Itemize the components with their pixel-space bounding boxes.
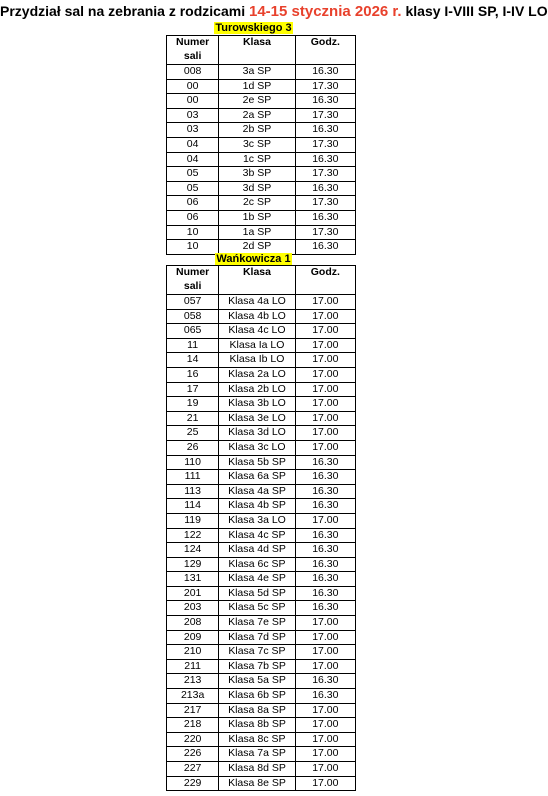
table-row — [167, 338, 356, 353]
class-cell: 3a SP — [219, 65, 295, 80]
time-cell: 16.30 — [295, 557, 355, 572]
table-row — [167, 718, 356, 733]
table-row — [167, 94, 356, 109]
table-row — [167, 776, 356, 791]
table-row — [167, 123, 356, 138]
header-godz: Godz. — [295, 266, 355, 295]
room-number-cell: 213a — [167, 689, 219, 704]
class-cell: Klasa 2a LO — [219, 367, 295, 382]
table-row — [167, 137, 356, 152]
rooms-table-wankowicza — [166, 265, 356, 791]
class-cell: 2b SP — [219, 123, 295, 138]
time-cell: 17.00 — [295, 513, 355, 528]
time-cell: 17.30 — [295, 225, 355, 240]
table-row — [167, 630, 356, 645]
class-cell: Klasa 3e LO — [219, 411, 295, 426]
header-klasa: Klasa — [219, 266, 295, 295]
class-cell: 1d SP — [219, 79, 295, 94]
table-row — [167, 382, 356, 397]
room-number-cell: 00 — [167, 79, 219, 94]
table-body — [167, 65, 356, 255]
room-number-cell: 227 — [167, 762, 219, 777]
class-cell: Klasa Ib LO — [219, 353, 295, 368]
title-classes: klasy I-VIII SP, I-IV LO — [401, 3, 548, 19]
class-cell: Klasa 4b LO — [219, 309, 295, 324]
header-godz: Godz. — [295, 36, 355, 65]
room-number-cell: 119 — [167, 513, 219, 528]
room-number-cell: 213 — [167, 674, 219, 689]
table-row — [167, 167, 356, 182]
table-row — [167, 324, 356, 339]
time-cell: 17.00 — [295, 353, 355, 368]
class-cell: Klasa 8a SP — [219, 703, 295, 718]
title-date: 14-15 stycznia 2026 r. — [248, 3, 402, 20]
class-cell: 3b SP — [219, 167, 295, 182]
class-cell: Klasa 4a SP — [219, 484, 295, 499]
room-number-cell: 21 — [167, 411, 219, 426]
class-cell: Klasa 8d SP — [219, 762, 295, 777]
table-body — [167, 295, 356, 791]
class-cell: Klasa 4d SP — [219, 543, 295, 558]
time-cell: 16.30 — [295, 65, 355, 80]
room-number-cell: 14 — [167, 353, 219, 368]
room-number-cell: 03 — [167, 123, 219, 138]
table-row — [167, 309, 356, 324]
table-row — [167, 65, 356, 80]
room-number-cell: 226 — [167, 747, 219, 762]
room-number-cell: 17 — [167, 382, 219, 397]
table-row — [167, 572, 356, 587]
time-cell: 17.00 — [295, 762, 355, 777]
class-cell: Klasa 7a SP — [219, 747, 295, 762]
section-label-turowskiego — [0, 22, 507, 35]
room-number-cell: 06 — [167, 210, 219, 225]
class-cell: Klasa 4c SP — [219, 528, 295, 543]
table-row — [167, 586, 356, 601]
room-number-cell: 008 — [167, 65, 219, 80]
table-row — [167, 411, 356, 426]
room-number-cell: 057 — [167, 295, 219, 310]
table-row — [167, 557, 356, 572]
table-row — [167, 225, 356, 240]
table-row — [167, 528, 356, 543]
class-cell: 1b SP — [219, 210, 295, 225]
table-header-row — [167, 266, 356, 295]
table-row — [167, 397, 356, 412]
table-row — [167, 689, 356, 704]
class-cell: Klasa 3b LO — [219, 397, 295, 412]
page-title — [0, 2, 548, 21]
room-number-cell: 201 — [167, 586, 219, 601]
time-cell: 17.30 — [295, 196, 355, 211]
time-cell: 16.30 — [295, 601, 355, 616]
class-cell: Klasa 4e SP — [219, 572, 295, 587]
time-cell: 16.30 — [295, 152, 355, 167]
header-klasa: Klasa — [219, 36, 295, 65]
room-number-cell: 129 — [167, 557, 219, 572]
room-number-cell: 26 — [167, 440, 219, 455]
table-row — [167, 108, 356, 123]
class-cell: Klasa 4b SP — [219, 499, 295, 514]
table-row — [167, 210, 356, 225]
room-number-cell: 210 — [167, 645, 219, 660]
class-cell: Klasa 5a SP — [219, 674, 295, 689]
time-cell: 16.30 — [295, 499, 355, 514]
table-row — [167, 484, 356, 499]
time-cell: 17.00 — [295, 732, 355, 747]
class-cell: Klasa 4a LO — [219, 295, 295, 310]
table-row — [167, 513, 356, 528]
room-number-cell: 065 — [167, 324, 219, 339]
table-row — [167, 455, 356, 470]
room-number-cell: 203 — [167, 601, 219, 616]
time-cell: 17.00 — [295, 645, 355, 660]
table-row — [167, 181, 356, 196]
time-cell: 16.30 — [295, 674, 355, 689]
room-number-cell: 06 — [167, 196, 219, 211]
room-number-cell: 211 — [167, 659, 219, 674]
room-number-cell: 131 — [167, 572, 219, 587]
class-cell: Klasa 4c LO — [219, 324, 295, 339]
room-number-cell: 00 — [167, 94, 219, 109]
time-cell: 16.30 — [295, 181, 355, 196]
table-row — [167, 703, 356, 718]
time-cell: 17.00 — [295, 630, 355, 645]
header-numer: Numer — [176, 266, 210, 279]
class-cell: Klasa 3a LO — [219, 513, 295, 528]
time-cell: 17.00 — [295, 324, 355, 339]
room-number-cell: 218 — [167, 718, 219, 733]
room-number-cell: 208 — [167, 616, 219, 631]
time-cell: 17.00 — [295, 338, 355, 353]
class-cell: Klasa 6c SP — [219, 557, 295, 572]
class-cell: 2c SP — [219, 196, 295, 211]
time-cell: 16.30 — [295, 572, 355, 587]
header-numer-sali — [167, 36, 219, 65]
time-cell: 17.30 — [295, 79, 355, 94]
table-row — [167, 499, 356, 514]
class-cell: Klasa 8c SP — [219, 732, 295, 747]
room-number-cell: 19 — [167, 397, 219, 412]
class-cell: 3c SP — [219, 137, 295, 152]
time-cell: 16.30 — [295, 528, 355, 543]
table-row — [167, 543, 356, 558]
time-cell: 17.00 — [295, 411, 355, 426]
table-row — [167, 747, 356, 762]
class-cell: 2d SP — [219, 240, 295, 255]
class-cell: Klasa 6b SP — [219, 689, 295, 704]
table-row — [167, 732, 356, 747]
room-number-cell: 16 — [167, 367, 219, 382]
time-cell: 17.00 — [295, 718, 355, 733]
class-cell: Klasa Ia LO — [219, 338, 295, 353]
header-sali: sali — [183, 50, 202, 62]
room-number-cell: 229 — [167, 776, 219, 791]
table-row — [167, 353, 356, 368]
room-number-cell: 217 — [167, 703, 219, 718]
class-cell: Klasa 7c SP — [219, 645, 295, 660]
class-cell: Klasa 7e SP — [219, 616, 295, 631]
room-number-cell: 10 — [167, 225, 219, 240]
room-number-cell: 03 — [167, 108, 219, 123]
class-cell: 3d SP — [219, 181, 295, 196]
table-row — [167, 440, 356, 455]
time-cell: 17.00 — [295, 295, 355, 310]
class-cell: 2a SP — [219, 108, 295, 123]
room-number-cell: 10 — [167, 240, 219, 255]
class-cell: Klasa 7d SP — [219, 630, 295, 645]
header-sali: sali — [183, 280, 202, 292]
class-cell: Klasa 8b SP — [219, 718, 295, 733]
time-cell: 16.30 — [295, 240, 355, 255]
table-row — [167, 367, 356, 382]
room-number-cell: 11 — [167, 338, 219, 353]
section-name: Wańkowicza 1 — [216, 253, 291, 265]
table-row — [167, 601, 356, 616]
table-row — [167, 426, 356, 441]
time-cell: 17.00 — [295, 440, 355, 455]
time-cell: 17.00 — [295, 426, 355, 441]
rooms-table-turowskiego — [166, 35, 356, 255]
time-cell: 17.00 — [295, 703, 355, 718]
class-cell: Klasa 2b LO — [219, 382, 295, 397]
time-cell: 16.30 — [295, 470, 355, 485]
room-number-cell: 113 — [167, 484, 219, 499]
room-number-cell: 04 — [167, 137, 219, 152]
time-cell: 17.00 — [295, 616, 355, 631]
time-cell: 17.30 — [295, 167, 355, 182]
class-cell: 1a SP — [219, 225, 295, 240]
time-cell: 16.30 — [295, 543, 355, 558]
room-number-cell: 124 — [167, 543, 219, 558]
time-cell: 17.00 — [295, 367, 355, 382]
header-numer-sali — [167, 266, 219, 295]
room-number-cell: 05 — [167, 167, 219, 182]
room-number-cell: 122 — [167, 528, 219, 543]
table-row — [167, 152, 356, 167]
room-number-cell: 111 — [167, 470, 219, 485]
time-cell: 17.00 — [295, 382, 355, 397]
table-row — [167, 295, 356, 310]
room-number-cell: 220 — [167, 732, 219, 747]
title-text: Przydział sal na zebrania z rodzicami — [0, 3, 249, 19]
table-row — [167, 196, 356, 211]
room-number-cell: 05 — [167, 181, 219, 196]
time-cell: 16.30 — [295, 455, 355, 470]
time-cell: 16.30 — [295, 94, 355, 109]
header-numer: Numer — [176, 36, 210, 49]
time-cell: 16.30 — [295, 484, 355, 499]
table-row — [167, 659, 356, 674]
time-cell: 17.00 — [295, 747, 355, 762]
class-cell: Klasa 5b SP — [219, 455, 295, 470]
table-row — [167, 645, 356, 660]
time-cell: 16.30 — [295, 123, 355, 138]
room-number-cell: 058 — [167, 309, 219, 324]
table-row — [167, 616, 356, 631]
table-header-row — [167, 36, 356, 65]
section-name: Turowskiego 3 — [215, 22, 292, 34]
time-cell: 16.30 — [295, 586, 355, 601]
table-row — [167, 470, 356, 485]
time-cell: 16.30 — [295, 210, 355, 225]
table-row — [167, 79, 356, 94]
time-cell: 17.00 — [295, 309, 355, 324]
class-cell: 1c SP — [219, 152, 295, 167]
class-cell: 2e SP — [219, 94, 295, 109]
class-cell: Klasa 8e SP — [219, 776, 295, 791]
room-number-cell: 114 — [167, 499, 219, 514]
time-cell: 17.30 — [295, 108, 355, 123]
time-cell: 17.30 — [295, 137, 355, 152]
time-cell: 16.30 — [295, 689, 355, 704]
class-cell: Klasa 6a SP — [219, 470, 295, 485]
time-cell: 17.00 — [295, 776, 355, 791]
time-cell: 17.00 — [295, 397, 355, 412]
room-number-cell: 110 — [167, 455, 219, 470]
table-row — [167, 762, 356, 777]
time-cell: 17.00 — [295, 659, 355, 674]
class-cell: Klasa 3d LO — [219, 426, 295, 441]
room-number-cell: 25 — [167, 426, 219, 441]
class-cell: Klasa 3c LO — [219, 440, 295, 455]
class-cell: Klasa 5c SP — [219, 601, 295, 616]
room-number-cell: 209 — [167, 630, 219, 645]
table-row — [167, 674, 356, 689]
class-cell: Klasa 7b SP — [219, 659, 295, 674]
room-number-cell: 04 — [167, 152, 219, 167]
class-cell: Klasa 5d SP — [219, 586, 295, 601]
